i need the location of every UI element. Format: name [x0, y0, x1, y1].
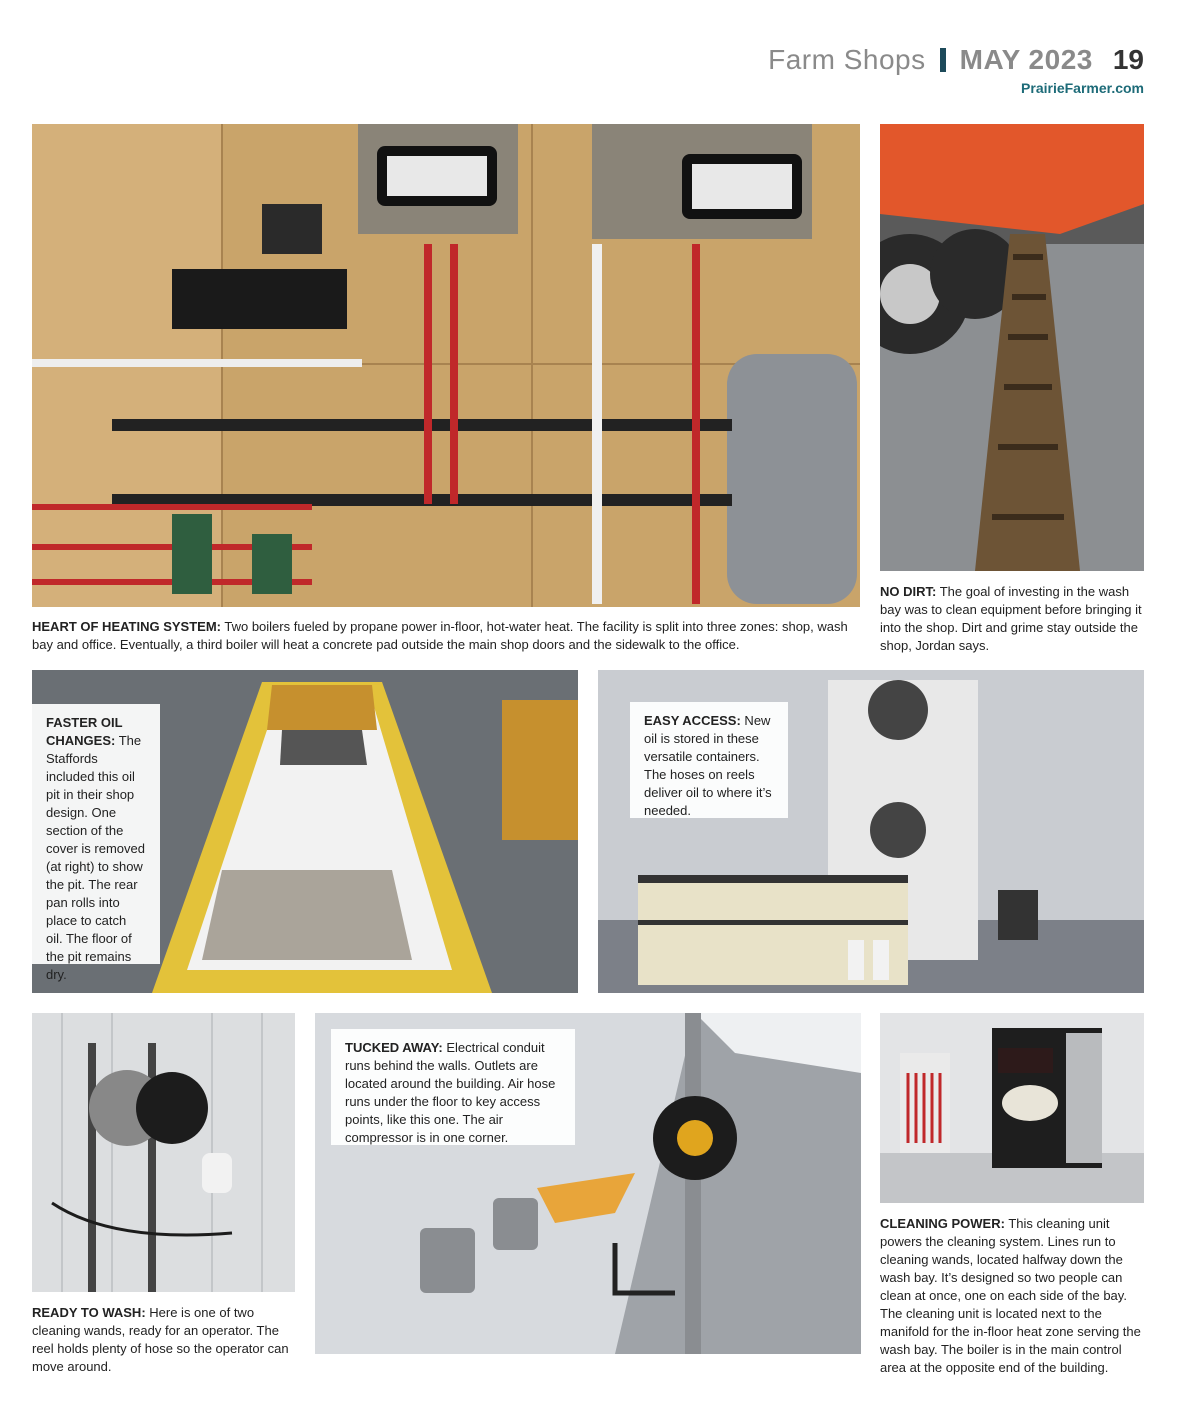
issue-date: MAY 2023 — [959, 44, 1093, 75]
ready-to-wash-caption — [32, 1304, 295, 1376]
cleaning-unit-photo — [880, 1013, 1144, 1203]
caption-title: HEART OF HEATING SYSTEM: — [32, 619, 221, 634]
caption-title: NO DIRT: — [880, 584, 937, 599]
wash-bay-drain-photo — [880, 124, 1144, 571]
caption-title: EASY ACCESS: — [644, 713, 741, 728]
no-dirt-caption — [880, 583, 1144, 655]
caption-title: FASTER OIL CHANGES: — [46, 715, 123, 748]
caption-body: The goal of investing in the wash bay was to clean equipment before bringing it into the shop. Dirt and grime stay outside the shop, Jordan says. — [880, 584, 1142, 653]
caption-body: Here is one of two cleaning wands, ready for an operator. The reel holds plenty of hose so the operator can move around. — [32, 1305, 289, 1374]
caption-body: Electrical conduit runs behind the walls. Outlets are located around the building. Air hose runs under the floor to key access points, like this one. The air compressor is in one corner. — [345, 1040, 556, 1145]
cleaning-power-caption — [880, 1215, 1144, 1377]
caption-title: CLEANING POWER: — [880, 1216, 1005, 1231]
section-title: Farm Shops — [768, 44, 926, 75]
tucked-away-caption — [331, 1029, 575, 1145]
heating-system-photo — [32, 124, 860, 607]
caption-body: The Staffords included this oil pit in their shop design. One section of the cover is removed (at right) to show the pit. The rear pan rolls into place to catch oil. The floor of the pit remains dry. — [46, 733, 145, 982]
air-hose-outlet-photo — [315, 1013, 861, 1354]
caption-body: This cleaning unit powers the cleaning system. Lines run to cleaning wands, located halfway down the wash bay. It’s designed so two people can clean at once, one on each side of the bay. The cleaning unit is located next to the manifold for the in-floor heat zone serving the wash bay. The boiler is in the main control area at the opposite end of the building. — [880, 1216, 1141, 1375]
website-link[interactable]: PrairieFarmer.com — [1021, 80, 1144, 96]
header-divider — [940, 48, 946, 72]
caption-title: READY TO WASH: — [32, 1305, 146, 1320]
easy-access-caption — [630, 702, 788, 818]
oil-storage-photo — [598, 670, 1144, 993]
oil-pit-caption — [32, 704, 160, 982]
caption-body: New oil is stored in these versatile containers. The hoses on reels deliver oil to where it’s needed. — [644, 713, 772, 818]
heating-system-caption — [32, 618, 860, 654]
cleaning-wand-photo — [32, 1013, 295, 1292]
page-number: 19 — [1112, 44, 1144, 75]
page-header — [768, 44, 1144, 96]
oil-pit-photo — [32, 670, 578, 993]
caption-title: TUCKED AWAY: — [345, 1040, 443, 1055]
caption-body: Two boilers fueled by propane power in-floor, hot-water heat. The facility is split into three zones: shop, wash bay and office. Eventually, a third boiler will heat a concrete pad outside the main shop doors and the sidewalk to the office. — [32, 619, 848, 652]
